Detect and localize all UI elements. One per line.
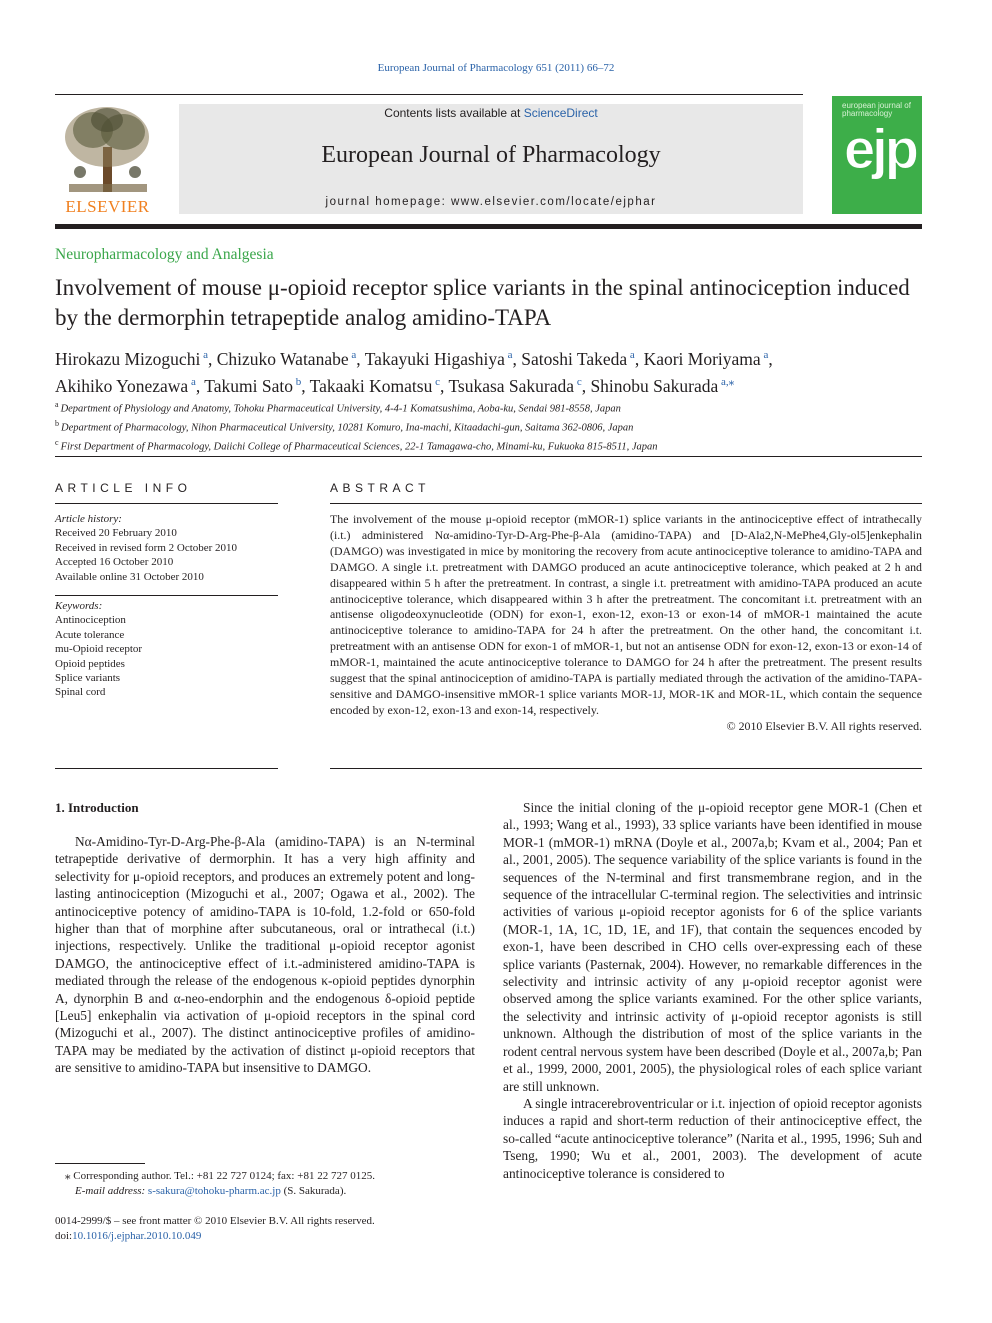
author-name[interactable]: Hirokazu Mizoguchi: [55, 348, 201, 369]
author-affiliation-marker[interactable]: a: [627, 349, 635, 361]
section-label: Neuropharmacology and Analgesia: [55, 246, 274, 263]
author-affiliation-marker[interactable]: b: [292, 375, 302, 388]
affiliation-key: a: [55, 400, 61, 409]
email-suffix: (S. Sakurada).: [280, 1185, 347, 1197]
intro-paragraph: Nα-Amidino-Tyr-D-Arg-Phe-β-Ala (amidino-TAPA) is an N-terminal tetrapeptide derivative of dermorphin. It has a very high affinity and selectivity for μ-opioid receptors, and produces an extremely potent and long-lasting antinociception (Mizoguchi et al., 2007; Ogawa et al., 2002). The antinociceptive potency of amidino-TAPA is 10-fold, 1.2-fold or 650-fold higher than that of morphine after subcutaneous, oral or intrathecal (i.t.) injections, respectively. Unlike the traditional μ-opioid receptor agonist DAMGO, the antinociceptive effect of i.t.-administered amidino-TAPA is mediated through the release of the endogenous κ-opioid peptides dynorphin A, dynorphin B and α-neo-endorphin and the endogenous δ-opioid peptide [Leu5] enkephalin via activation of μ-opioid receptors in the spinal cord (Mizoguchi et al., 2007). The distinct antinociceptive profiles of amidino-TAPA may be mediated by the activation of distinct μ-opioid receptors that are sensitive to amidino-TAPA but insensitive to DAMGO.: [55, 834, 475, 1076]
history-label: Article history:: [55, 513, 122, 525]
intro-right-column: [503, 799, 922, 1182]
divider: [55, 456, 922, 457]
keywords: [55, 599, 278, 700]
history-list: [55, 526, 278, 584]
divider: [55, 595, 278, 596]
author-affiliation-marker[interactable]: a: [348, 349, 357, 361]
affiliation-list: [55, 398, 935, 455]
author-name[interactable]: Chizuko Watanabe: [216, 348, 349, 369]
doi-link[interactable]: 10.1016/j.ejphar.2010.10.049: [72, 1229, 202, 1242]
abstract-heading: ABSTRACT: [330, 481, 431, 495]
affiliation-key: c: [55, 438, 61, 447]
author-name[interactable]: Shinobu Sakurada: [590, 375, 719, 396]
author-list: Hirokazu Mizoguchi $^a$, Chizuko Watanabe $^a$, Takayuki Higashiya $^a$, Satoshi Takeda $^a$, Kaori Moriyama $^a$, Akihiko Yonezawa $^a$, Takumi Sato $^b$, Takaaki Komatsu $^c$, Tsukasa Sakurada $^c$, Shinobu Sakurada $^{a,⁎}$: [55, 348, 773, 396]
author-affiliation-marker[interactable]: a,⁎: [718, 375, 735, 388]
affiliation: [55, 417, 935, 436]
author-name[interactable]: Takaaki Komatsu: [309, 375, 433, 396]
abstract-text: The involvement of the mouse μ-opioid receptor (mMOR-1) splice variants in the antinociceptive effect of intrathecally (i.t.) administered Nα-amidino-Tyr-D-Arg-Phe-β-Ala (amidino-TAPA) and [D-Ala2,N-MePhe4,Gly-ol5]enkephalin (DAMGO) was investigated in mice by monitoring the recovery from acute antinociceptive tolerance to amidino-TAPA and DAMGO. A single i.t. pretreatment with DAMGO produced an acute antinociceptive tolerance, which peaked at 2 h and disappeared within 5 h after the pretreatment. In contrast, a single i.t. pretreatment with amidino-TAPA produced an acute antinociceptive tolerance, which disappeared within 3 h after the pretreatment. The concomitant i.t. pretreatment with an antisense oligodeoxynucleotide (ODN) for exon-1, exon-12, exon-13 or exon-14 of mMOR-1 maintained the acute antinociceptive tolerance to amidino-TAPA for 24 h after the pretreatment. On the other hand, the concomitant i.t. pretreatment with an antisense ODN for exon-1 of mMOR-1, but not an antisense ODN for exon-12, exon-13 or exon-14 of mMOR-1, maintained the acute antinociceptive tolerance to DAMGO for 24 h after the pretreatment. The present results suggest that the spinal antinociception of amidino-TAPA is partially mediated through the activation of the amidino-TAPA-sensitive and DAMGO-insensitive mMOR-1 splice variants MOR-1J, MOR-1K and MOR-1L, which contain the sequence encoded by exon-12, exon-13 and exon-14, respectively.: [330, 512, 922, 717]
history-item: Received in revised form 2 October 2010: [55, 541, 238, 554]
keyword-item: Splice variants: [55, 672, 121, 685]
history-item: Accepted 16 October 2010: [55, 556, 174, 569]
divider: [55, 768, 278, 769]
email-line: [55, 1184, 475, 1199]
copyright: © 2010 Elsevier B.V. All rights reserved.: [726, 718, 922, 733]
header-thick-rule: [55, 224, 922, 229]
footnote-rule: [55, 1163, 145, 1164]
keyword-list: [55, 613, 278, 699]
affiliation: [55, 436, 935, 455]
article-title: Involvement of mouse μ-opioid receptor splice variants in the spinal antinociception induced by the dermorphin tetrapeptide analog amidino-TAPA: [55, 275, 910, 330]
keyword-item: Acute tolerance: [55, 628, 125, 641]
divider: [55, 503, 278, 504]
author-name[interactable]: Kaori Moriyama: [643, 348, 761, 369]
history-item: Available online 31 October 2010: [55, 570, 204, 583]
intro-paragraph: A single intracerebroventricular or i.t. injection of opioid receptor agonists induces a rapid and short-term reduction of their antinociceptive effect, the so-called “acute antinociceptive tolerance” (Narita et al., 1995, 1996; Suh and Tseng, 1990; Wu et al., 2001, 2003). The development of acute antinociceptive tolerance is considered to: [503, 1095, 922, 1181]
article-info-heading: ARTICLE INFO: [55, 481, 192, 495]
keyword-item: Opioid peptides: [55, 657, 125, 670]
abstract-body: [330, 512, 922, 735]
contents-availability: Contents lists available at ScienceDirect: [384, 106, 598, 120]
issn-line: 0014-2999/$ – see front matter © 2010 Elsevier B.V. All rights reserved.: [55, 1215, 375, 1227]
journal-title: European Journal of Pharmacology: [321, 142, 661, 168]
elsevier-logo[interactable]: [55, 102, 160, 217]
divider: [330, 768, 922, 769]
author-affiliation-marker[interactable]: a: [188, 375, 196, 388]
elsevier-tree-icon: [55, 102, 160, 197]
author-name[interactable]: Satoshi Takeda: [521, 348, 628, 369]
keyword-item: Antinociception: [55, 614, 126, 627]
author-affiliation-marker[interactable]: c: [574, 375, 582, 388]
divider: [330, 503, 922, 504]
footnote: [55, 1169, 475, 1199]
introduction-heading: 1. Introduction: [55, 800, 139, 815]
journal-banner: [179, 104, 803, 214]
author-affiliation-marker[interactable]: a: [504, 349, 513, 361]
email-label: E-mail address:: [75, 1185, 148, 1197]
email-link[interactable]: s-sakura@tohoku-pharm.ac.jp: [147, 1185, 281, 1197]
author-name[interactable]: Akihiko Yonezawa: [55, 375, 189, 396]
author-name[interactable]: Takumi Sato: [204, 375, 293, 396]
intro-left-column: [55, 833, 475, 1077]
author-name[interactable]: Takayuki Higashiya: [364, 348, 505, 369]
affiliation-text: First Department of Pharmacology, Daiichi College of Pharmaceutical Sciences, 22-1 Tamagawa-cho, Minami-ku, Fukuoka 815-8511, Japan: [60, 441, 658, 453]
elsevier-wordmark: ELSEVIER: [65, 197, 150, 216]
affiliation-key: b: [55, 419, 61, 428]
affiliation: [55, 398, 935, 417]
article-history: [55, 512, 278, 584]
header-rule: [55, 94, 803, 95]
sciencedirect-link[interactable]: ScienceDirect: [523, 106, 598, 120]
history-item: Received 20 February 2010: [55, 527, 177, 540]
ejp-logo: ejp: [844, 117, 916, 180]
intro-paragraph: Since the initial cloning of the μ-opioid receptor gene MOR-1 (Chen et al., 1993; Wang et al., 1993), 33 splice variants have been identified in mouse MOR-1 (mMOR-1) mRNA (Doyle et al., 2007a,b; Kvam et al., 2004; Pan et al., 2001, 2005). The sequence variability of the splice variants is found in the sequences of the N-terminal and first transmembrane region, and in the sequence of the intracellular C-terminal region. The selectivities and intrinsic activities of various μ-opioid receptor agonists for 6 of the splice variants (MOR-1, 1A, 1C, 1D, 1E, and 1F), that contain the sequences encoded by exon-1, have been described in CHO cells over-expressing each of these splice variants (Pasternak, 2004). However, no remarkable differences in the selectivity and intrinsic activity of any μ-opioid receptor agonist were observed among the splice variants examined. For the other splice variants, the selectivity and intrinsic activity of μ-opioid receptor agonists is still unknown. Although the distribution of most of the splice variants in the rodent central nervous system have been described (Doyle et al., 2007a,b; Pan et al., 1999, 2000, 2001, 2005), the physiological roles of each splice variant are still unknown.: [503, 800, 922, 1094]
keyword-item: mu-Opioid receptor: [55, 643, 143, 656]
author-affiliation-marker[interactable]: c: [432, 375, 440, 388]
keyword-item: Spinal cord: [55, 686, 106, 699]
affiliation-text: Department of Pharmacology, Nihon Pharmaceutical University, 10281 Komuro, Ina-machi, Kitaadachi-gun, Saitama 362-0806, Japan: [61, 422, 634, 434]
front-matter: [55, 1214, 475, 1243]
doi-prefix: doi:: [55, 1229, 73, 1242]
doi-line: [55, 1229, 475, 1244]
journal-homepage[interactable]: journal homepage: www.elsevier.com/locate/ejphar: [325, 196, 657, 208]
journal-citation[interactable]: European Journal of Pharmacology 651 (2011) 66–72: [377, 62, 615, 74]
journal-cover[interactable]: [832, 96, 922, 214]
corresponding-author: ⁎ Corresponding author. Tel.: +81 22 727 0124; fax: +81 22 727 0125.: [65, 1170, 375, 1182]
affiliation-text: Department of Physiology and Anatomy, Tohoku Pharmaceutical University, 4-4-1 Komatsushima, Aoba-ku, Sendai 981-8558, Japan: [60, 403, 621, 415]
author-name[interactable]: Tsukasa Sakurada: [448, 375, 575, 396]
keywords-label: Keywords:: [55, 600, 103, 612]
author-affiliation-marker[interactable]: a: [760, 349, 769, 361]
cover-journal-name: european journal of pharmacology: [842, 101, 911, 118]
journal-header: [55, 94, 922, 229]
author-affiliation-marker[interactable]: a: [200, 349, 208, 361]
